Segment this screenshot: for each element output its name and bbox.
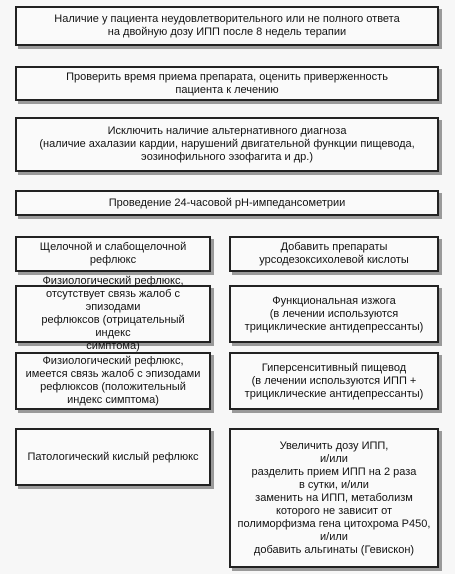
finding-negative-symptom-index [15,275,211,352]
action-ursodeoxycholic-acid-text: Добавить препараты урсодезоксихолевой кислоты [259,241,409,266]
diagnosis-hypersensitive-esophagus-text: Гиперсенситивный пищевод (в лечении используются ИПП + трициклические антидепрессанты) [244,361,424,400]
finding-positive-symptom-index-text: Физиологический рефлюкс, имеется связь жалоб с эпизодами рефлюксов (положительный индекс симптома) [25,355,201,406]
finding-alkaline-reflux-text: Щелочной и слабощелочной рефлюкс [39,241,187,266]
diagnosis-functional-heartburn [229,285,439,343]
step-ph-impedance-text: Проведение 24-часовой рН-импедансометрии [108,196,346,209]
finding-negative-symptom-index-text: Физиологический рефлюкс, отсутствует связь жалоб с эпизодами рефлюксов (отрицательный индекс симптома) [41,275,185,352]
step-ph-impedance [15,190,439,216]
step-exclude-alternative-diagnosis-text: Исключить наличие альтернативного диагноза (наличие ахалазии кардии, нарушений двигательной функции пищевода, эозинофильного эзофагита и др.) [39,125,415,163]
diagnosis-functional-heartburn-text: Функциональная изжога (в лечении используются трициклические антидепрессанты) [244,294,424,333]
diagnosis-hypersensitive-esophagus [229,352,439,410]
step-inadequate-response-text: Наличие у пациента неудовлетворительного или не полного ответа на двойную дозу ИПП после 8 недель терапии [54,13,400,38]
finding-alkaline-reflux [15,236,211,272]
step-inadequate-response [15,6,439,46]
step-check-adherence [15,66,439,101]
finding-positive-symptom-index [15,352,211,410]
step-check-adherence-text: Проверить время приема препарата, оценить приверженность пациента к лечению [66,70,388,96]
action-ursodeoxycholic-acid [229,236,439,272]
action-ppi-adjustment-text: Увеличить дозу ИПП, и/или разделить прием ИПП на 2 раза в сутки, и/или заменить на ИПП, метаболизм которого не зависит от полиморфизма гена цитохрома Р450, и/или добавить альгинаты (Гевискон) [237,439,431,556]
finding-pathological-acid-reflux-text: Патологический кислый рефлюкс [27,450,199,463]
action-ppi-adjustment [229,428,439,568]
step-exclude-alternative-diagnosis [15,117,439,172]
finding-pathological-acid-reflux [15,428,211,486]
